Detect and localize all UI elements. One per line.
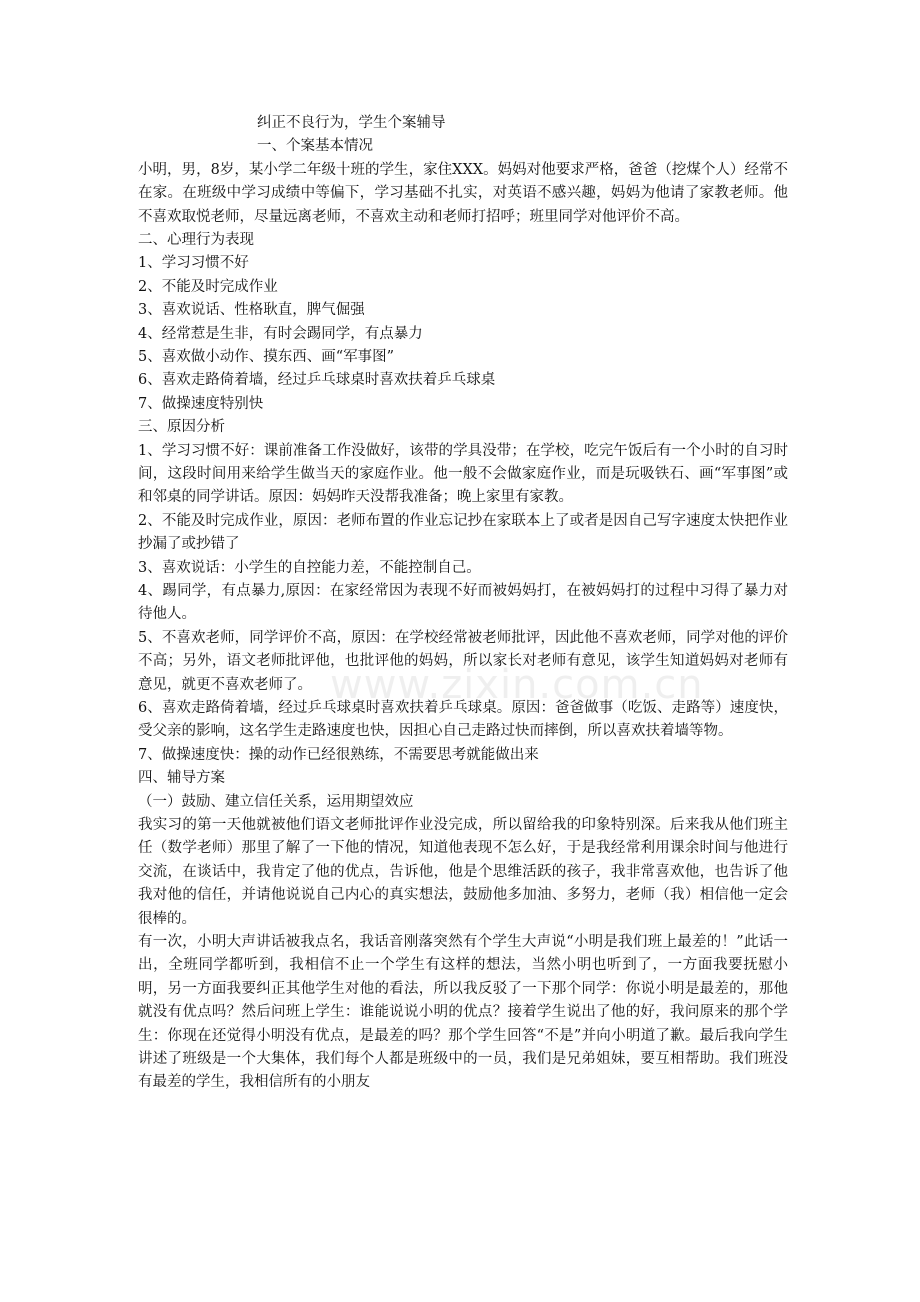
list-item: 5、喜欢做小动作、摸东西、画“军事图”	[138, 348, 395, 365]
section-1-heading: 一、个案基本情况	[257, 138, 373, 155]
section-4-subheading: （一）鼓励、建立信任关系，运用期望效应	[138, 793, 414, 810]
reason-paragraph: 5、不喜欢老师，同学评价不高，原因：在学校经常被老师批评，因此他不喜欢老师，同学对他的评价不高；另外，语文老师批评他，也批评他的妈妈，所以家长对老师有意见，该学生知道妈妈对老师有意见，就更不喜欢老师了。	[138, 629, 788, 693]
list-item: 4、经常惹是生非，有时会踢同学，有点暴力	[138, 325, 423, 342]
list-item: 6、喜欢走路倚着墙，经过乒乓球桌时喜欢扶着乒乓球桌	[138, 372, 496, 389]
document-title: 纠正不良行为，学生个案辅导	[257, 115, 446, 131]
document-page	[138, 112, 788, 1095]
section-4-heading: 四、辅导方案	[138, 770, 225, 787]
list-item: 7、做操速度特别快	[138, 395, 264, 412]
reason-paragraph: 2、不能及时完成作业，原因：老师布置的作业忘记抄在家联本上了或者是因自己写字速度太快把作业抄漏了或抄错了	[138, 512, 788, 553]
list-item: 2、不能及时完成作业	[138, 278, 278, 295]
section-3-heading: 三、原因分析	[138, 419, 225, 436]
list-item: 1、学习习惯不好	[138, 255, 249, 272]
reason-paragraph: 7、做操速度快：操的动作已经很熟练，不需要思考就能做出来	[138, 746, 539, 763]
reason-paragraph: 3、喜欢说话：小学生的自控能力差，不能控制自己。	[138, 559, 481, 576]
reason-paragraph: 6、喜欢走路倚着墙，经过乒乓球桌时喜欢扶着乒乓球桌。原因：爸爸做事（吃饭、走路等）速度快，受父亲的影响，这名学生走路速度也快，因担心自己走路过快而摔倒，所以喜欢扶着墙等物。	[138, 699, 788, 740]
list-item: 3、喜欢说话、性格耿直，脾气倔强	[138, 302, 365, 319]
section-2-heading: 二、心理行为表现	[138, 232, 254, 248]
section-1-body: 小明，男，8岁，某小学二年级十班的学生，家住XXX。妈妈对他要求严格，爸爸（挖煤个人）经常不在家。在班级中学习成绩中等偏下，学习基础不扎实，对英语不感兴趣，妈妈为他请了家教老师。他不喜欢取悦老师，尽量远离老师，不喜欢主动和老师打招呼；班里同学对他评价不高。	[138, 161, 788, 225]
plan-paragraph: 我实习的第一天他就被他们语文老师批评作业没完成，所以留给我的印象特别深。后来我从他们班主任（数学老师）那里了解了一下他的情况，知道他表现不怎么好，于是我经常利用课余时间与他进行交流，在谈话中，我肯定了他的优点，告诉他，他是个思维活跃的孩子，我非常喜欢他，也告诉了他我对他的信任，并请他说说自己内心的真实想法，鼓励他多加油、多努力，老师（我）相信他一定会很棒的。	[138, 816, 788, 927]
reason-paragraph: 4、踢同学，有点暴力,原因：在家经常因为表现不好而被妈妈打，在被妈妈打的过程中习得了暴力对待他人。	[138, 582, 788, 623]
plan-paragraph: 有一次，小明大声讲话被我点名，我话音刚落突然有个学生大声说“小明是我们班上最差的！”此话一出，全班同学都听到，我相信不止一个学生有这样的想法，当然小明也听到了，一方面我要抚慰小明，另一方面我要纠正其他学生对他的看法，所以我反驳了一下那个同学：你说小明是最差的，那他就没有优点吗？然后问班上学生：谁能说说小明的优点？接着学生说出了他的好，我问原来的那个学生：你现在还觉得小明没有优点，是最差的吗？那个学生回答“不是”并向小明道了歉。最后我向学生讲述了班级是一个大集体，我们每个人都是班级中的一员，我们是兄弟姐妹，要互相帮助。我们班没有最差的学生，我相信所有的小朋友	[138, 934, 788, 1091]
reason-paragraph: 1、学习习惯不好：课前准备工作没做好，该带的学具没带；在学校，吃完午饭后有一个小时的自习时间，这段时间用来给学生做当天的家庭作业。他一般不会做家庭作业，而是玩吸铁石、画“军事图”或和邻桌的同学讲话。原因：妈妈昨天没帮我准备；晚上家里有家教。	[138, 442, 788, 506]
watermark-logo: www.zixin.com.cn	[330, 662, 704, 708]
